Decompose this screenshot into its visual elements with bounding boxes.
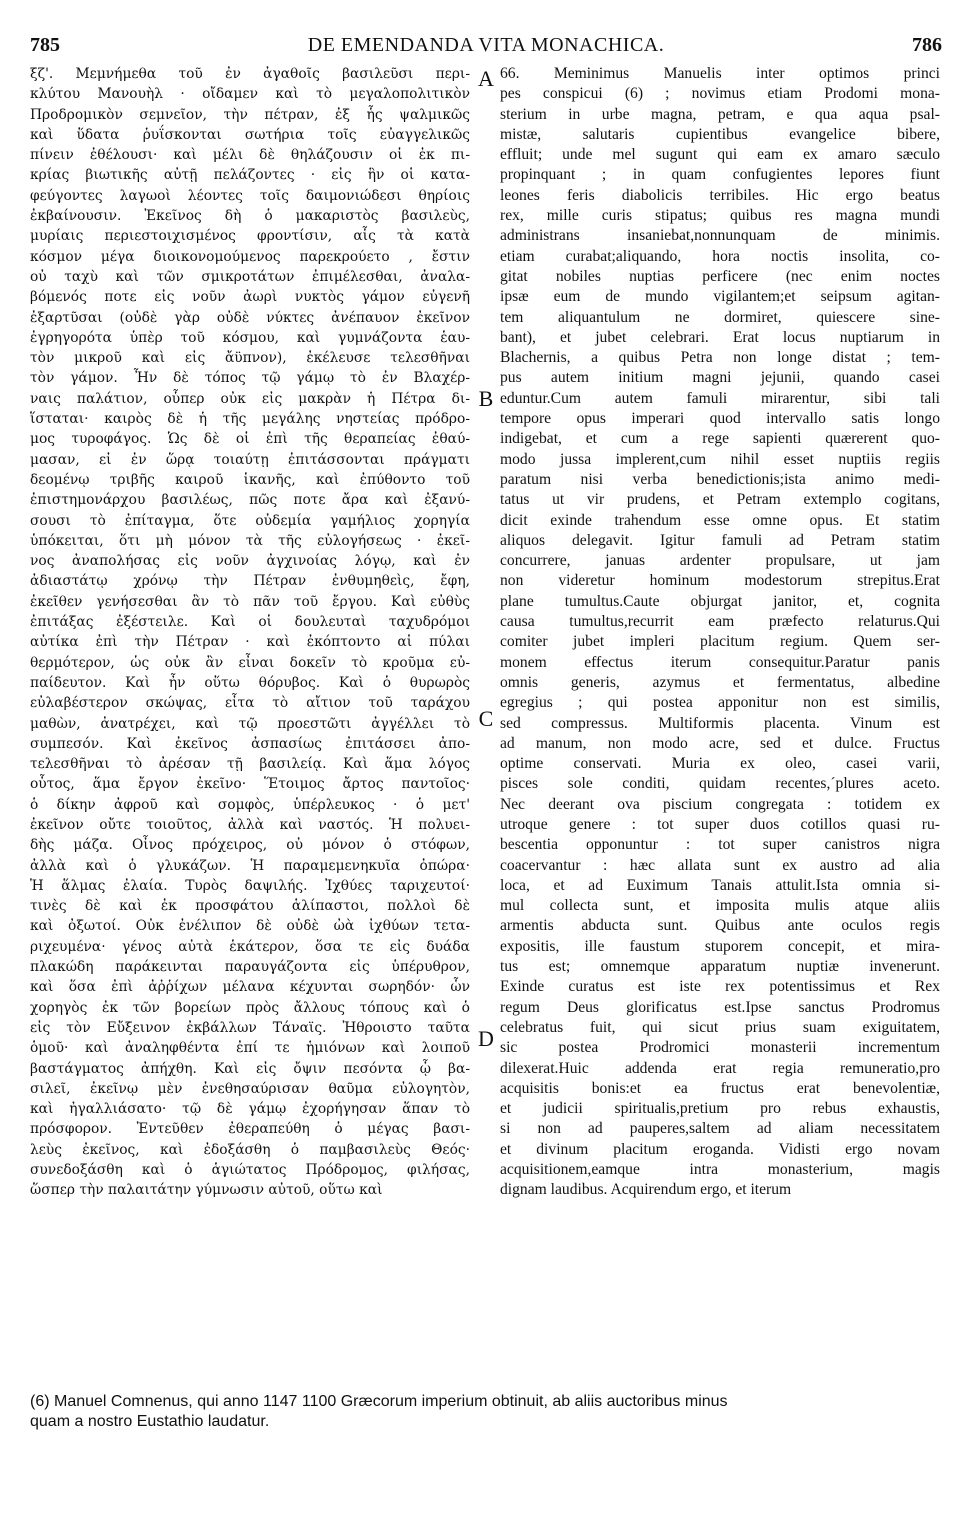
latin-text-line: si non ad pauperes,saltem ad aliam necessitatem (500, 1120, 940, 1138)
latin-text-line: tempore opus imperari quod intervallo satis longo (500, 410, 940, 428)
greek-text-line: Ἡ ἅλμας ἐλαία. Τυρὸς δαψιλής. Ἰχθύες ταριχευτοί· (30, 877, 470, 894)
greek-text-line: ναις παλάτιον, οὗπερ οὐκ εἰς μακρὰν ἡ Πέτρα δι- (30, 390, 470, 407)
greek-text-line: σουσι τὸ ἐπίταγμα, ὅτε οὐδεμία γαμήλιος χορηγία (30, 512, 470, 529)
greek-text-line: ἐπιτάξας ἐξέστειλε. Καὶ οἱ δουλευταὶ ταχυδρόμοι (30, 614, 470, 631)
greek-text-line: ἐκεῖνον οὔτε τοιοῦτος, ἀλλὰ καὶ ναστός. Ἡ πολυει- (30, 816, 470, 833)
page-number-left: 785 (30, 34, 60, 56)
greek-text-line: ἐκβαίνουσιν. Ἐκεῖνος δὴ ὁ μακαριστὸς βασιλεὺς, (30, 208, 470, 225)
greek-text-line: ἐπιστημονάρχου βασιλέως, πῶς ποτε ἄρα καὶ ἐξανύ- (30, 492, 470, 509)
greek-text-line: εὐλαβέστερον σκώψας, εἶτα τὸ αἴτιον τοῦ ταράχου (30, 695, 470, 712)
greek-text-line: οὗτος, ἅμα ἔργον ἐκεῖνο· Ἕτοιμος ἄρτος παντοῖος· (30, 776, 470, 793)
greek-text-line: οὐ ταχὺ καὶ τῶν σμικροτάτων ἐπιμέλεσθαι, ἀναλα- (30, 268, 470, 285)
greek-text-line: συμπεσόν. Καὶ ἐκεῖνος ἀσπασίως ἐπιτάσσει ἀπο- (30, 735, 470, 752)
latin-text-line: dicit exinde trahendum esse omne opus. Et statim (500, 511, 940, 529)
greek-text-line: αὐτίκα ἐπὶ τὴν Πέτραν · καὶ ἐκόπτοντο αἱ πύλαι (30, 634, 470, 651)
greek-text-line: κόσμον μέγα διοικονομούμενος παρεκρούετο , ἔστιν (30, 248, 470, 265)
latin-text-line: mul collecta sunt, et imposita mulis atque aliis (500, 897, 940, 915)
latin-text-line: comiter jubet impleri placitum regium. Quem ser- (500, 633, 940, 651)
latin-text-line: pus autem initium magni jejunii, quando casei (500, 369, 940, 387)
greek-text-line: χορηγὸς ἐκ τῶν βορείων πρὸς ἄλλους τόπους καὶ ὁ (30, 999, 470, 1016)
latin-text-line: tus est; omnemque apparatum nuptiæ invenerunt. (500, 958, 940, 976)
greek-text-line: Προδρομικὸν σεμνεῖον, τὴν πέτραν, ἐξ ἧς ψαλμικῶς (30, 106, 470, 123)
greek-text-line: μυρίαις περιεστοιχισμένος φροντίσιν, αἷς τὰ κατὰ (30, 228, 470, 245)
footnote (30, 1392, 942, 1432)
latin-text-line: mistæ, salutaris cupientibus evangelice bibere, (500, 125, 940, 143)
greek-text-line: μος τυροφάγος. Ὡς δὲ οἱ ἐπὶ τῆς θεραπείας ἐθαύ- (30, 431, 470, 448)
greek-text-line: μασαν, εἰ ἐν ὥρᾳ τοιαύτῃ ἐπιτάσσονται πράγματι (30, 451, 470, 468)
latin-text-line: optime conservati. Muria ex oleo, casei varii, (500, 755, 940, 773)
latin-text-line: et divinum placitum eroganda. Vidisti ergo novam (500, 1140, 940, 1158)
greek-text-line: δὴς μάζα. Οἶνος πρόχειρος, οὐ μόνον ὁ στόφων, (30, 837, 470, 854)
greek-text-line: τινὲς δὲ καὶ ἐκ προσφάτου ἁλίπαστοι, πολλοὶ δὲ (30, 898, 470, 915)
latin-text-line: non videretur hominum modestorum strepitus.Erat (500, 572, 940, 590)
latin-text-line: armentis abducta sunt. Quibus ante oculos regis (500, 917, 940, 935)
greek-text-line: τελεσθῆναι τὸ ἀρέσαν τῇ βασιλείᾳ. Καὶ ἅμα λόγος (30, 756, 470, 773)
latin-text-line: acquisitionem,eamque intra monasterium, magis (500, 1161, 940, 1179)
margin-marker-b: B (478, 386, 494, 411)
greek-text-line: σιλεῖ, ἐκεῖνῳ μὲν ἐνεθησαύρισαν θαῦμα εὐλογητὸν, (30, 1080, 470, 1097)
greek-text-line: κλύτου Μανουὴλ · οἴδαμεν καὶ τὸ μεγαλοπολιτικὸν (30, 86, 470, 103)
footnote-line: (6) Manuel Comnenus, qui anno 1147 1100 Græcorum imperium obtinuit, ab aliis auctoribus minus (30, 1393, 728, 1410)
page-number-right: 786 (912, 34, 942, 56)
latin-text-line: Exinde curatus est iste rex potentissimus et Rex (500, 978, 940, 996)
latin-text-line: acquisitis bonis:et ea fructus erat benevolentiæ, (500, 1079, 940, 1097)
running-title: DE EMENDANDA VITA MONACHICA. (307, 34, 665, 56)
latin-text-line: utroque genere : tot super duos cotillos quasi ru- (500, 815, 940, 833)
greek-text-line: ξζ'. Μεμνήμεθα τοῦ ἐν ἀγαθοῖς βασιλεῦσι περι- (30, 66, 470, 82)
margin-marker-a: A (478, 66, 494, 91)
margin-marker-c: C (478, 706, 494, 731)
greek-text-line: ὁμοῦ· καὶ ἀναληφθέντα ἐπί τε ἡμιόνων καὶ λοιποῦ (30, 1040, 470, 1057)
latin-text-line: bant), et jubet celebrari. Erat locus nuptiarum in (500, 328, 940, 346)
greek-text-line: δεομένῳ τριβῆς καιροῦ ἱκανῆς, καὶ ἐπύθοντο τοῦ (30, 471, 470, 488)
margin-marker-d: D (478, 1026, 494, 1051)
greek-text-column (30, 64, 470, 1364)
greek-text-line: ἐκεῖθεν γενήσεσθαι ἂν τὸ πᾶν τοῦ ἔργου. Καὶ εὐθὺς (30, 593, 470, 610)
greek-text-line: ἵσταται· καιρὸς δὲ ἡ τῆς μεγάλης νηστείας πρόδρο- (30, 411, 470, 428)
latin-text-line: omnis generis, azymus et fermentatus, albedine (500, 673, 940, 691)
latin-text-line: propinquant ; in quam confugientes lepores fiunt (500, 166, 940, 184)
latin-text-line: gitat nobiles nuptias perficere (nec enim noctes (500, 267, 940, 285)
latin-text-line: dilexerat.Huic addenda erat regia remuneratio,pro (500, 1059, 940, 1077)
latin-text-line: celebratus fuit, qui sicut prius suam exiguitatem, (500, 1018, 940, 1036)
greek-text-line: βόμενός ποτε εἰς νοῦν ἀωρὶ νυκτὸς γάμον εὐγενῆ (30, 289, 470, 306)
greek-text-line: ὑπόκειται, ὅτι μὴ μόνον τὰ τῆς εὐλογήσεως · ἐκεῖ- (30, 532, 470, 549)
latin-text-line: dignam laudibus. Acquirendum ergo, et iterum (500, 1181, 792, 1199)
greek-text-line: καὶ ἠγαλλιάσατο· τῷ δὲ γάμῳ ἐχορήγησαν ἅπαν τὸ (30, 1101, 470, 1118)
latin-text-line: tatus ut vir prudens, et Petram extemplo cogitans, (500, 491, 940, 509)
greek-text-line: ἀδιαστάτῳ χρόνῳ τὴν Πέτραν ἐνθυμηθεὶς, ἔφη, (30, 573, 470, 590)
latin-text-line: Blachernis, a quibus Petra non longe distat ; tem- (500, 349, 940, 367)
latin-text-line: paratum nisi verba benedictionis;ista animo medi- (500, 470, 940, 488)
greek-text-line: ριχευμένα· γένος αὐτὰ ἑκάτερον, ὅσα τε εἰς δυάδα (30, 938, 470, 955)
latin-text-line: plane tumultus.Caute objurgat janitor, et, cognita (500, 592, 940, 610)
latin-text-line: indigebat, et cum a rege sapienti quærerent quo- (500, 430, 940, 448)
latin-text-line: aliquos delegavit. Igitur famuli ad Petram statim (500, 531, 940, 549)
latin-text-line: Nec deerant ova piscium congregata : totidem ex (500, 795, 940, 813)
greek-text-line: παίδευτον. Καὶ ἦν οὕτω θόρυβος. Καὶ ὁ θυρωρὸς (30, 674, 470, 691)
latin-text-line: sic postea Prodromici monasterii incrementum (500, 1039, 940, 1057)
latin-text-line: bescentia opponuntur : tot super canistros nigra (500, 836, 940, 854)
latin-text-line: 66. Meminimus Manuelis inter optimos princi (500, 65, 940, 82)
page-header (30, 34, 942, 60)
greek-text-line: πρόσφορον. Ἐντεῦθεν ἐθεραπεύθη ὁ μέγας βασι- (30, 1121, 470, 1138)
latin-text-line: pes conspicui (6) ; novimus etiam Prodomi mona- (500, 85, 940, 103)
latin-text-line: effluit; unde mel sugunt qui eam ex amaro sæculo (500, 146, 940, 164)
latin-text-line: administrans insaniebat,nonnunquam de minimis. (500, 227, 940, 245)
latin-text-line: loca, et ad Euximum Tanais attulit.Ista omnia si- (500, 876, 940, 894)
latin-text-line: concurrere, januas ardenter propulsare, ut jam (500, 552, 940, 570)
latin-text-line: egregius ; qui postea apponitur non est similis, (500, 694, 940, 712)
latin-text-line: tem aliquantulum ne dormiret, quiescere sine- (500, 308, 940, 326)
latin-text-line: ipsæ eum de mundo vigilantem;et seipsum agitan- (500, 288, 940, 306)
latin-text-line: ad manum, non modo acre, sed et dulce. Fructus (500, 734, 940, 752)
greek-text-line: κρίας βιωτικῆς αὐτῇ πελάζοντες · εἰς ἣν οἱ κατα- (30, 167, 470, 184)
greek-text-line: νος ἀναπολήσας εἰς νοῦν ἀγχινοίας λόγῳ, καὶ ἐν (30, 553, 470, 570)
latin-text-line: modo jussa implerent,cum nihil esset nuptiis regiis (500, 450, 940, 468)
latin-text-line: leones feris diabolicis terribiles. Hic ergo beatus (500, 186, 940, 204)
latin-text-line: rex, mille curis stipatus; quibus res magna mundi (500, 207, 940, 225)
greek-text-line: συνεδοξάσθη καὶ ὁ ἁγιώτατος Πρόδρομος, φιλήσας, (30, 1162, 470, 1179)
greek-text-line: ἀλλὰ καὶ ὁ γλυκάζων. Ἡ παραμεμενηκυῖα ὀπώρα· (30, 857, 470, 874)
greek-text-line: καὶ ὕδατα ῥυΐσκονται σωτήρια τοῖς εὐαγγελικῶς (30, 126, 470, 143)
footnote-line: quam a nostro Eustathio laudatur. (30, 1413, 270, 1430)
greek-text-line: τὸν γάμον. Ἦν δὲ τόπος τῷ γάμῳ τὸ ἐν Βλαχέρ- (30, 370, 470, 387)
greek-text-line: ἐγρηγορότα ὑπὲρ τοῦ κόσμου, καὶ γυμνάζοντα ἑαυ- (30, 329, 470, 346)
latin-text-line: expositis, ille faustum stuporem concepit, et mira- (500, 937, 940, 955)
latin-text-line: etiam curabat;aliquando, hora noctis insolita, co- (500, 247, 940, 265)
greek-text-line: ὥσπερ τὴν παλαιτάτην γύμνωσιν αὐτοῦ, οὕτω καὶ (30, 1182, 383, 1199)
latin-text-line: eduntur.Cum autem famuli mirarentur, sibi tali (500, 389, 940, 407)
latin-text-line: sterium in urbe magna, petram, e qua aqua psal- (500, 105, 940, 123)
latin-text-line: causa tumultus,recurrit eam præfecto relaturus.Qui (500, 613, 940, 631)
latin-text-line: coacervantur : hæc allata sunt ex austro ad alia (500, 856, 940, 874)
greek-text-line: καὶ ὅσα ἐπὶ ἀῤῥίχων μέλανα κέχυνται σωρηδόν· ὧν (30, 979, 470, 996)
latin-text-line: sed compressus. Multiformis placenta. Vinum est (500, 714, 940, 732)
greek-text-line: πίνειν ἐθέλουσι· καὶ μέλι δὲ θηλάζουσιν οἱ ἐκ πι- (30, 147, 470, 164)
greek-text-line: βαστάγματος ἀπήχθη. Καὶ εἰς ὄψιν πεσόντα ᾧ βα- (30, 1060, 470, 1077)
greek-text-line: τὸν μικροῦ καὶ εἰς ἄϋπνον), ἐκέλευσε τελεσθῆναι (30, 350, 470, 367)
greek-text-line: θερμότερον, ὡς οὐκ ἂν εἶναι δοκεῖν τὸ κροῦμα εὐ- (30, 654, 470, 671)
greek-text-line: ὁ δίκην ἀφροῦ καὶ σομφὸς, ὑπέρλευκος · ὁ μετ' (30, 796, 470, 813)
latin-text-line: regum Deus glorificatus est.Ipse sanctus Prodromus (500, 998, 940, 1016)
latin-text-line: monem effectus iterum consequitur.Paratur panis (500, 653, 940, 671)
latin-text-line: pisces sole conditi, quidam recentes,´plures aceto. (500, 775, 940, 793)
greek-text-line: καὶ ὀξωτοί. Οὐκ ἐνέλιπον δὲ οὐδὲ ὠὰ ἰχθύων τετα- (30, 918, 470, 935)
greek-text-line: μαθὼν, ἀνατρέχει, καὶ τῷ προεστῶτι ἀγγέλλει τὸ (30, 715, 470, 732)
latin-text-line: et judicii spiritualis,pretium pro rebus exhaustis, (500, 1100, 940, 1118)
greek-text-line: εἰς τὸν Εὔξεινον ἐκβάλλων Τάναϊς. Ἠθροιστο ταῦτα (30, 1019, 470, 1036)
greek-text-line: πλακώδη παράκεινται παραυγάζοντα εἰς ὑπέρυθρον, (30, 959, 470, 976)
latin-text-column (500, 64, 940, 1364)
greek-text-line: λεὺς ἐκεῖνος, καὶ ἐδοξάσθη ὁ παμβασιλεὺς Θεός· (30, 1141, 470, 1158)
greek-text-line: φεύγοντες λαγωοὶ λέοντες τοῖς δαιμονιώδεσι θηρίοις (30, 187, 470, 204)
greek-text-line: ἐξαρτῦσαι (οὐδὲ γὰρ οὐδὲ νύκτες ἀνέπαυον ἐκεῖνον (30, 309, 470, 326)
